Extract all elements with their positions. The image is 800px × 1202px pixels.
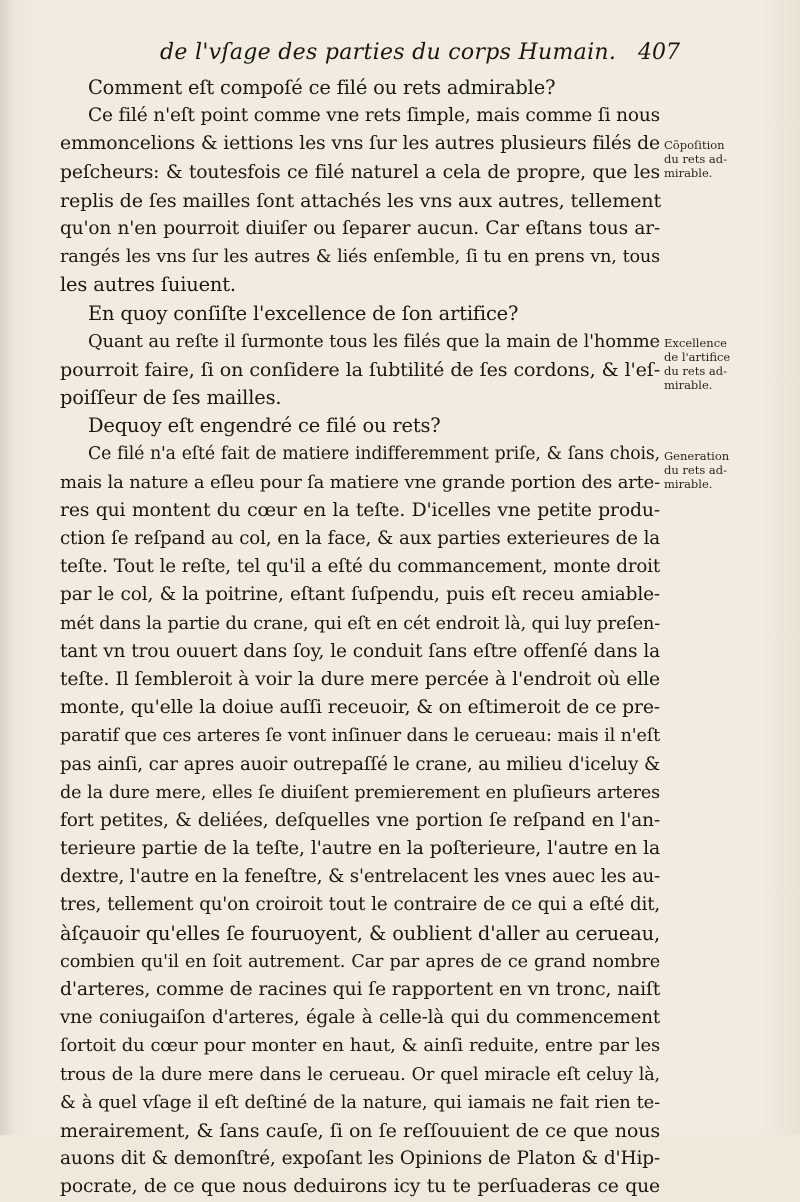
text-line: pourroit faire, ſi on conſidere la ſubtilité de ſes cordons, & l'eſ-: [60, 357, 660, 381]
margin-note-line: Excellence: [664, 335, 727, 350]
text-line: pas ainſi, car apres auoir outrepaſſé le crane, au milieu d'iceluy &: [60, 753, 660, 775]
text-line: merairement, & ſans cauſe, ſi on ſe reſſouuient de ce que nous: [60, 1118, 660, 1142]
text-line: tres, tellement qu'on croiroit tout le contraire de ce qui a eſté dit,: [60, 894, 660, 916]
text-line: poiſſeur de ſes mailles.: [60, 386, 282, 410]
text-line: Comment eſt compoſé ce filé ou rets admirable?: [88, 76, 556, 99]
margin-note: [664, 449, 784, 491]
page-number: 407: [638, 40, 680, 65]
text-line: & à quel vſage il eſt deſtiné de la nature, qui iamais ne fait rien te-: [60, 1091, 660, 1113]
margin-note-line: Generation: [664, 448, 730, 463]
text-line: les autres ſuiuent.: [60, 273, 236, 297]
text-line: teſte. Il ſembleroit à voir la dure mere percée à l'endroit où elle: [60, 668, 660, 690]
text-line: emmoncelions & iettions les vns ſur les autres plusieurs filés de: [60, 133, 660, 155]
text-line: de la dure mere, elles ſe diuiſent premierement en pluſieurs arteres: [60, 782, 660, 803]
margin-note-line: mirable.: [664, 377, 713, 392]
text-line: àſçauoir qu'elles ſe fouruoyent, & oublient d'aller au cerueau,: [60, 921, 660, 945]
text-line: Quant au reſte il ſurmonte tous les filés que la main de l'homme: [88, 330, 660, 352]
text-line: terieure partie de la teſte, l'autre en la poſterieure, l'autre en la: [60, 838, 660, 860]
body-text: [60, 74, 660, 1202]
margin-note: [664, 138, 784, 180]
text-line: combien qu'il en ſoit autrement. Car par apres de ce grand nombre: [60, 951, 660, 972]
text-line: tant vn trou ouuert dans ſoy, le conduit ſans eſtre offenſé dans la: [60, 640, 660, 662]
text-line: Dequoy eſt engendré ce filé ou rets?: [88, 414, 441, 438]
text-line: vne coniugaiſon d'arteres, égale à celle-là qui du commencement: [60, 1007, 660, 1029]
text-line: dextre, l'autre en la feneſtre, & s'entrelacent les vnes auec les au-: [60, 866, 660, 888]
text-line: ction ſe reſpand au col, en la face, & aux parties exterieures de la: [60, 528, 660, 549]
margin-note-line: Cõpoſition: [664, 138, 725, 153]
text-line: mais la nature a eſleu pour ſa matiere vne grande portion des arte-: [60, 471, 660, 493]
text-line: Ce filé n'a eſté fait de matiere indifferemment priſe, & ſans chois,: [88, 444, 660, 465]
text-line: qu'on n'en pourroit diuiſer ou ſeparer aucun. Car eſtans tous ar-: [60, 217, 660, 239]
text-line: res qui montent du cœur en la teſte. D'icelles vne petite produ-: [60, 499, 660, 521]
text-line: teſte. Tout le reſte, tel qu'il a eſté du commancement, monte droit: [60, 556, 660, 578]
text-line: monte, qu'elle la doiue auſſi receuoir, & on eſtimeroit de ce pre-: [60, 697, 660, 719]
text-line: En quoy conſiſte l'excellence de ſon artifice?: [88, 301, 519, 325]
text-line: replis de ſes mailles ſont attachés les vns aux autres, tellement: [60, 188, 661, 212]
running-title: de l'vſage des parties du corps Humain.: [160, 40, 617, 65]
text-line: rangés les vns ſur les autres & liés enſemble, ſi tu en prens vn, tous: [60, 247, 660, 268]
margin-note-line: mirable.: [664, 166, 713, 181]
margin-note-line: du rets ad-: [664, 152, 728, 167]
text-line: d'arteres, comme de racines qui ſe rapportent en vn tronc, naiſt: [60, 979, 661, 1000]
text-line: fort petites, & deliées, deſquelles vne portion ſe reſpand en l'an-: [60, 809, 660, 831]
margin-note: [664, 336, 784, 392]
text-line: auons dit & demonſtré, expoſant les Opinions de Platon & d'Hip-: [60, 1148, 660, 1170]
text-line: mét dans la partie du crane, qui eſt en cét endroit là, qui luy preſen-: [60, 613, 660, 634]
text-line: ſortoit du cœur pour monter en haut, & ainſi reduite, entre par les: [60, 1035, 660, 1057]
text-line: peſcheurs: & toutesfois ce filé naturel a cela de propre, que les: [60, 161, 660, 183]
margin-note-line: de l'artifice: [664, 349, 731, 364]
text-line: trous de la dure mere dans le cerueau. Or quel miracle eſt celuy là,: [60, 1064, 660, 1085]
margin-note-line: mirable.: [664, 476, 713, 491]
margin-note-line: du rets ad-: [664, 462, 728, 477]
text-line: Ce filé n'eſt point comme vne rets ſimple, mais comme ſi nous: [88, 105, 660, 127]
margin-note-line: du rets ad-: [664, 363, 728, 378]
text-line: paratif que ces arteres ſe vont inſinuer dans le cerueau: mais il n'eſt: [60, 726, 660, 747]
running-header: [160, 40, 680, 74]
text-line: par le col, & la poitrine, eſtant ſuſpendu, puis eſt receu amiable-: [60, 584, 660, 606]
text-line: pocrate, de ce que nous deduirons icy tu te perſuaderas ce que: [60, 1176, 660, 1198]
